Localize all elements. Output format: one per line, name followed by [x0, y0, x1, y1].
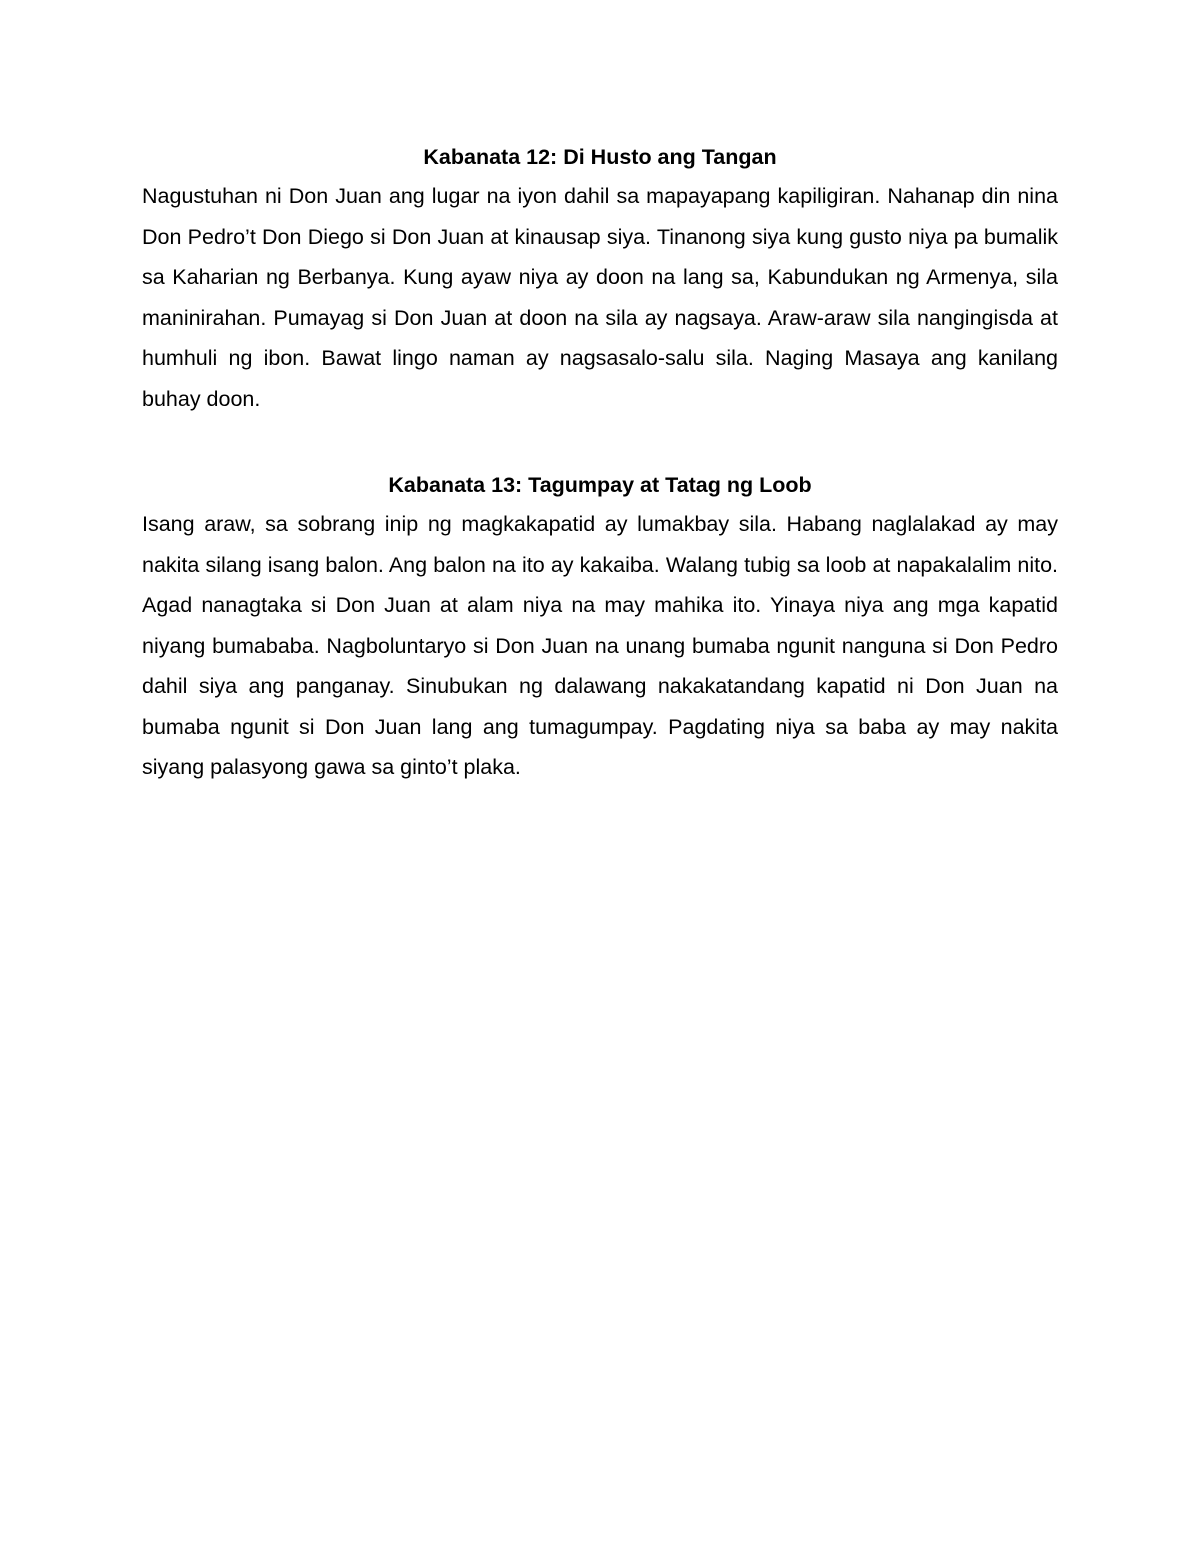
chapter-13-heading: Kabanata 13: Tagumpay at Tatag ng Loob: [388, 473, 812, 497]
chapter-12-heading: Kabanata 12: Di Husto ang Tangan: [423, 145, 777, 169]
chapter-12-body: Nagustuhan ni Don Juan ang lugar na iyon dahil sa mapayapang kapiligiran. Nahanap din nina Don Pedro’t Don Diego si Don Juan at kinausap siya. Tinanong siya kung gusto niya pa bumalik sa Kaharian ng Berbanya. Kung ayaw niya ay doon na lang sa, Kabundukan ng Armenya, sila maninirahan. Pumayag si Don Juan at doon na sila ay nagsaya. Araw-araw sila nangingisda at humhuli ng ibon. Bawat lingo naman ay nagsasalo-salu sila. Naging Masaya ang kanilang buhay doon.: [142, 184, 1058, 411]
chapter-13-section: [142, 466, 1058, 788]
chapter-13-body: Isang araw, sa sobrang inip ng magkakapatid ay lumakbay sila. Habang naglalakad ay may nakita silang isang balon. Ang balon na ito ay kakaiba. Walang tubig sa loob at napakalalim nito. Agad nanagtaka si Don Juan at alam niya na may mahika ito. Yinaya niya ang mga kapatid niyang bumababa. Nagboluntaryo si Don Juan na unang bumaba ngunit nanguna si Don Pedro dahil siya ang panganay. Sinubukan ng dalawang nakakatandang kapatid ni Don Juan na bumaba ngunit si Don Juan lang ang tumagumpay. Pagdating niya sa baba ay may nakita siyang palasyong gawa sa ginto’t plaka.: [142, 512, 1058, 779]
chapter-12-section: [142, 138, 1058, 419]
document-page: [142, 138, 1058, 788]
